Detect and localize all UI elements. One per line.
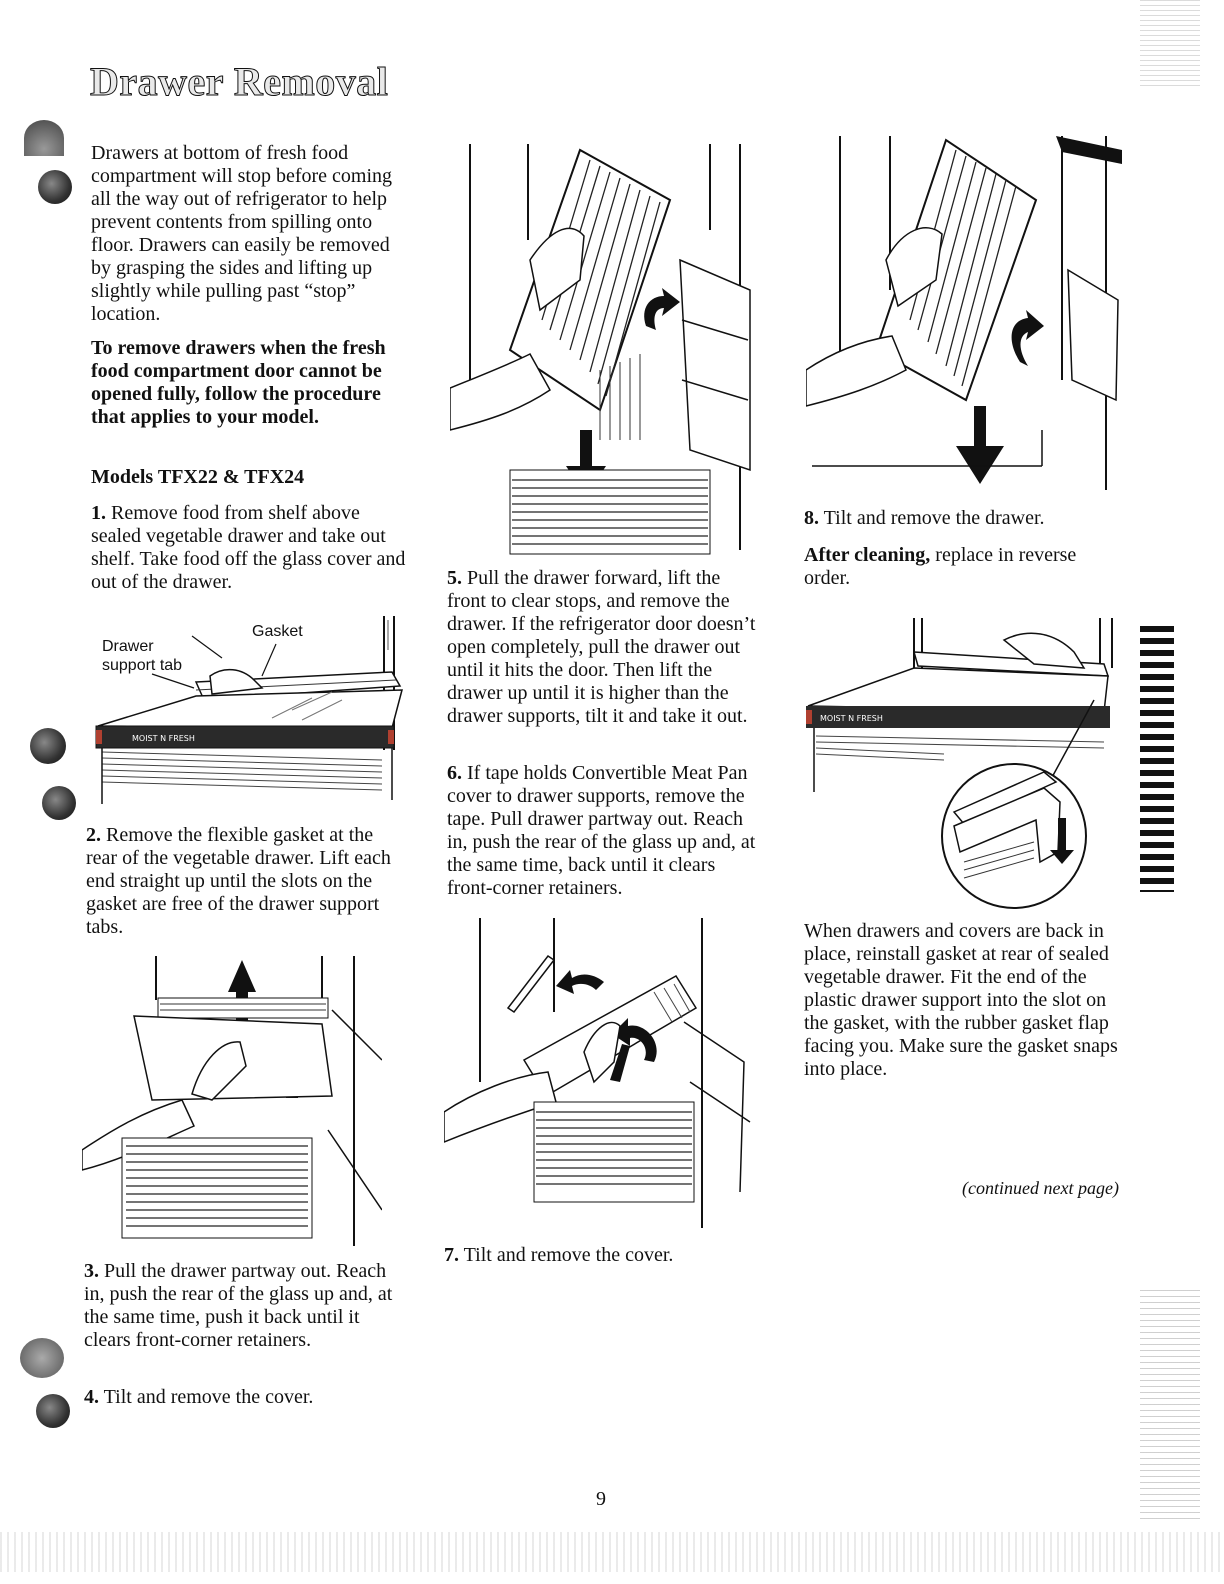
- step-text: Pull the drawer forward, lift the front to clear stops, and remove the drawer. If the refrigerator door doesn’t open completely, pull the drawer out until it hits the door. Then lift the drawer up until it is higher than the drawer supports, tilt it and take it out.: [447, 567, 756, 727]
- page-title: Drawer Removal: [90, 59, 389, 104]
- step-number: 6.: [447, 762, 462, 784]
- step-number: 5.: [447, 567, 462, 589]
- moist-label: MOIST N FRESH: [820, 714, 883, 723]
- moist-label: MOIST N FRESH: [132, 734, 195, 743]
- scan-noise: [1140, 0, 1200, 90]
- binder-hole-partial: [20, 1338, 64, 1378]
- binder-hole-partial: [24, 120, 64, 156]
- step-3: [84, 1260, 394, 1352]
- step-2: [86, 824, 406, 939]
- step-text: If tape holds Convertible Meat Pan cover to drawer supports, remove the tape. Pull drawer partway out. Reach in, push the rear of the glass up and, at the same time, back until it clears front-corner retainers.: [447, 762, 756, 899]
- intro-paragraph: Drawers at bottom of fresh food compartment will stop before coming all the way out of refrigerator to help prevent contents from spilling onto floor. Drawers can easily be removed by grasping the sides and lifting up slightly while pulling past “stop” location.: [91, 142, 393, 325]
- step-6: [447, 762, 762, 900]
- remove-drawer-illustration: [450, 140, 760, 560]
- after-cleaning: [804, 544, 1114, 590]
- remove-cover-illustration: [444, 912, 760, 1232]
- label-drawer: Drawer: [102, 638, 154, 655]
- step-number: 2.: [86, 824, 101, 846]
- step-text: Remove the flexible gasket at the rear of the vegetable drawer. Lift each end straight up until the slots on the gasket are free of the drawer support tabs.: [86, 824, 391, 938]
- binder-hole: [42, 786, 76, 820]
- step-text: Remove food from shelf above sealed vegetable drawer and take out shelf. Take food off the glass cover and out of the drawer.: [91, 502, 406, 593]
- step-number: 4.: [84, 1386, 99, 1408]
- step-text: Tilt and remove the cover.: [103, 1386, 314, 1408]
- step-7: [444, 1244, 759, 1267]
- step-number: 1.: [91, 502, 106, 524]
- reinstall-gasket-illustration: [804, 612, 1120, 912]
- step-5: [447, 567, 762, 728]
- step-number: 8.: [804, 507, 819, 529]
- label-gasket: Gasket: [252, 623, 303, 640]
- scan-noise-bottom: [0, 1532, 1224, 1572]
- page-number: 9: [596, 1488, 606, 1510]
- reinstall-paragraph: When drawers and covers are back in place, reinstall gasket at rear of sealed vegetable drawer. Fit the end of the plastic drawer support into the slot on the gasket, with the rubber gasket flap facing you. Make sure the gasket snaps into place.: [804, 920, 1118, 1080]
- step-4: [84, 1386, 394, 1409]
- tilt-drawer-illustration: [806, 130, 1122, 500]
- scan-noise: [1140, 1290, 1200, 1520]
- bold-note: To remove drawers when the fresh food compartment door cannot be opened fully, follow the procedure that applies to your model.: [91, 337, 386, 428]
- step-8: [804, 507, 1124, 530]
- binder-hole: [38, 170, 72, 204]
- label-support-tab: support tab: [102, 657, 183, 674]
- binder-hole: [30, 728, 66, 764]
- after-cleaning-text: replace in reverse order.: [804, 544, 1077, 589]
- edge-index-tab: [1140, 626, 1174, 892]
- step-text: Pull the drawer partway out. Reach in, push the rear of the glass up and, at the same time, push it back until it clears front-corner retainers.: [84, 1260, 393, 1351]
- step-1: [91, 502, 411, 594]
- continued-note: (continued next page): [962, 1178, 1119, 1198]
- lift-glass-illustration: [82, 950, 382, 1250]
- step-number: 3.: [84, 1260, 99, 1282]
- step-text: Tilt and remove the cover.: [463, 1244, 674, 1266]
- step-text: Tilt and remove the drawer.: [823, 507, 1045, 529]
- step-number: 7.: [444, 1244, 459, 1266]
- binder-hole: [36, 1394, 70, 1428]
- models-heading: Models TFX22 & TFX24: [91, 466, 305, 488]
- after-cleaning-bold: After cleaning,: [804, 544, 931, 566]
